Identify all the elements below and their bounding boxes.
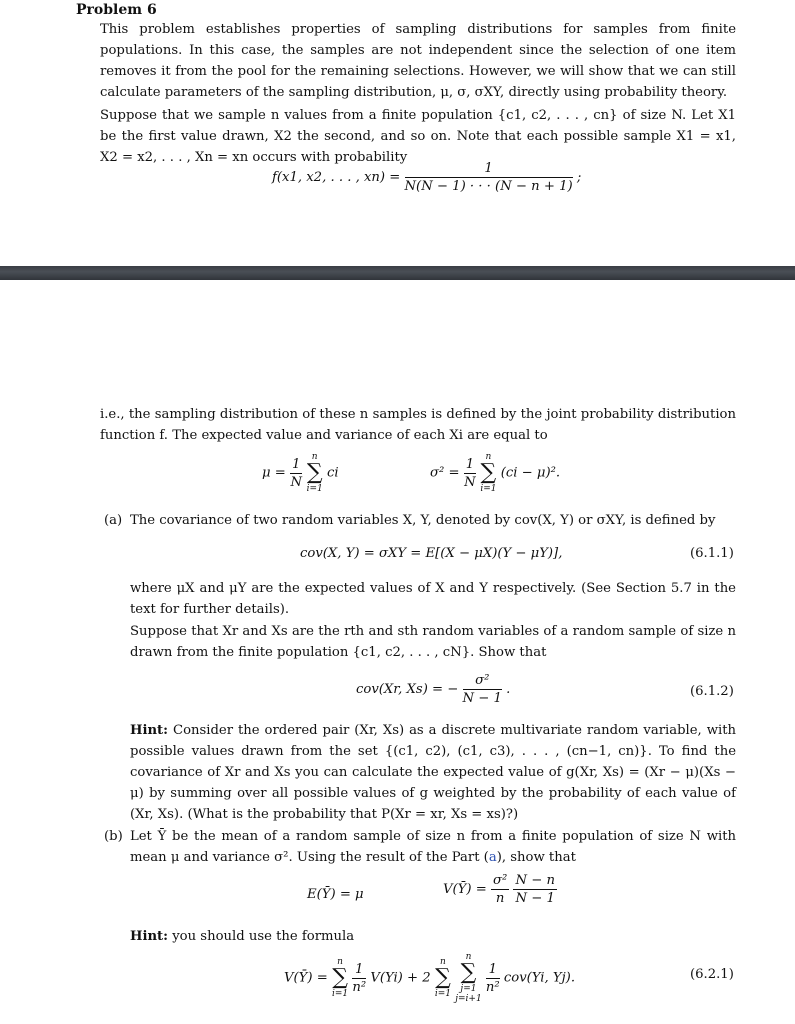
equation-621-sum-2 xyxy=(435,957,451,999)
equation-612-lhs: cov(Xr, Xs) = − xyxy=(356,682,459,697)
variance-term: (ci − μ)². xyxy=(500,465,561,481)
part-a-text-3: Suppose that Xr and Xs are the rth and sth random variables of a random sample of size n drawn from the finite population {c1, c2, . . . , cN}. Show that xyxy=(130,624,736,660)
variance-sum-bottom: i=1 xyxy=(480,484,497,494)
eq621-sum2-top: n xyxy=(440,957,446,967)
equation-mu xyxy=(262,452,339,494)
equation-621 xyxy=(284,952,575,1004)
equation-f xyxy=(272,160,581,195)
equation-f-denominator: N(N − 1) · · · (N − n + 1) xyxy=(404,179,573,194)
variance-lhs: σ² = xyxy=(430,465,460,481)
hint-a xyxy=(130,720,736,825)
sigma-symbol: ∑ xyxy=(435,965,451,990)
part-a-label: (a) xyxy=(104,513,123,528)
equation-621-sum-3 xyxy=(455,952,481,1004)
sigma-symbol: ∑ xyxy=(480,460,497,485)
eq621-sum1-bottom: i=1 xyxy=(331,989,349,999)
eq621-f1-numerator: 1 xyxy=(352,961,366,979)
equation-variance xyxy=(430,452,560,494)
eq621-sum3-bottom: j=1 xyxy=(460,984,477,994)
equation-612-tail: . xyxy=(506,682,511,697)
variance-fraction xyxy=(464,456,476,491)
intro-paragraph-2: Suppose that we sample n values from a finite population {c1, c2, . . . , cn} of size N. Let X1 be the first value drawn, X2 the second, and so on. Note that each possible sample X1 = x1, X2 = x2, . . . , Xn = xn occurs with probability xyxy=(100,108,736,165)
equation-612-numerator: σ² xyxy=(463,672,502,690)
equation-f-tail: ; xyxy=(576,170,582,185)
hint-b-label: Hint: xyxy=(130,929,169,944)
equation-612-fraction xyxy=(463,672,502,707)
equation-expected-ybar: E(Ȳ) = μ xyxy=(307,887,364,902)
equation-621-term-2: cov(Yi, Yj). xyxy=(503,970,576,986)
hint-a-text: Consider the ordered pair (Xr, Xs) as a discrete multivariate random variable, with possible values drawn from the set {(c1, c2), (c1, c3), . . . , (cn−1, cn)}. To find the covariance of Xr and Xs you can calculate the expected value of g(Xr, Xs) = (Xr − μ)(Xs − μ) by summing over all possible values of g weighted by the probability of each value of (Xr, Xs). (What is the probability that P(Xr = xr, Xs = xs)?) xyxy=(130,723,736,822)
equation-621-fraction-1 xyxy=(352,961,366,996)
equation-621-term-1: V(Yi) + 2 xyxy=(370,970,431,986)
mu-fraction xyxy=(290,456,302,491)
part-b-label: (b) xyxy=(104,829,123,844)
variance-ybar-fraction-2 xyxy=(513,872,556,907)
sigma-symbol: ∑ xyxy=(460,960,477,985)
problem-title: Problem 6 xyxy=(76,2,157,18)
intro-paragraph-1: This problem establishes properties of sampling distributions for samples from finite populations. In this case, the samples are not independent since the selection of one item removes it from the pool for the remaining selections. However, we will show that we can still calculate parameters of the sampling distribution, μ, σ, σXY, directly using probability theory. xyxy=(100,22,736,100)
variance-sum-top: n xyxy=(485,452,492,462)
equation-f-lhs: f(x1, x2, . . . , xn) = xyxy=(272,170,401,185)
variance-fraction-denominator: N xyxy=(464,474,476,490)
equation-611: cov(X, Y) = σXY = E[(X − μX)(Y − μY)], xyxy=(300,546,563,561)
mu-sum xyxy=(307,452,323,494)
variance-ybar-f1-numerator: σ² xyxy=(492,873,508,888)
variance-ybar-f1-denominator: n xyxy=(495,891,505,906)
equation-variance-ybar xyxy=(443,872,557,907)
equation-621-fraction-2 xyxy=(486,961,500,996)
sigma-symbol: ∑ xyxy=(306,460,323,485)
eq621-f2-numerator: 1 xyxy=(486,961,500,979)
mu-fraction-numerator: 1 xyxy=(292,456,301,472)
mu-lhs: μ = xyxy=(262,465,286,481)
part-a-text-2: where μX and μY are the expected values of X and Y respectively. (See Section 5.7 in the text for further details). xyxy=(130,581,736,617)
part-b-text-1: Let Ȳ be the mean of a random sample of size n from a finite population of size N with mean μ and variance σ². Using the result of the Part ( xyxy=(130,829,736,865)
mu-term: ci xyxy=(326,465,339,481)
variance-ybar-f2-numerator: N − n xyxy=(515,873,555,888)
equation-621-lhs: V(Ȳ) = xyxy=(284,970,328,986)
equation-612-number: (6.1.2) xyxy=(690,684,734,699)
eq621-sum3-top: n xyxy=(465,952,472,962)
hint-b-text: you should use the formula xyxy=(172,929,355,944)
equation-611-number: (6.1.1) xyxy=(690,546,734,561)
equation-f-numerator: 1 xyxy=(405,160,573,178)
equation-621-number: (6.2.1) xyxy=(690,967,734,982)
equation-621-sum-1 xyxy=(332,957,348,999)
variance-ybar-fraction-1 xyxy=(491,872,509,907)
sigma-symbol: ∑ xyxy=(332,965,348,990)
mu-sum-top: n xyxy=(311,452,318,462)
part-a-text: The covariance of two random variables X, Y, denoted by cov(X, Y) or σXY, is defined by xyxy=(130,513,716,528)
equation-612-denominator: N − 1 xyxy=(462,691,502,706)
continued-paragraph-3: i.e., the sampling distribution of these n samples is defined by the joint probability distribution function f. The expected value and variance of each Xi are equal to xyxy=(100,407,736,443)
variance-sum xyxy=(480,452,496,494)
equation-f-fraction xyxy=(405,160,573,195)
part-b-text-2: ), show that xyxy=(496,850,576,865)
variance-ybar-lhs: V(Ȳ) = xyxy=(443,882,487,897)
hint-a-label: Hint: xyxy=(130,723,169,738)
equation-612 xyxy=(356,672,510,707)
eq621-sum2-bottom: i=1 xyxy=(434,989,452,999)
eq621-sum3-bottom-2: j=i+1 xyxy=(455,994,482,1004)
eq621-sum1-top: n xyxy=(337,957,343,967)
variance-ybar-f2-denominator: N − 1 xyxy=(515,891,555,906)
variance-fraction-numerator: 1 xyxy=(465,456,475,472)
eq621-f2-denominator: n² xyxy=(485,979,500,995)
part-a-link[interactable]: a xyxy=(488,850,497,865)
page-divider xyxy=(0,266,795,280)
eq621-f1-denominator: n² xyxy=(352,979,367,995)
mu-fraction-denominator: N xyxy=(290,474,302,490)
mu-sum-bottom: i=1 xyxy=(306,484,323,494)
part-b-text xyxy=(130,826,736,868)
hint-b xyxy=(130,926,736,947)
